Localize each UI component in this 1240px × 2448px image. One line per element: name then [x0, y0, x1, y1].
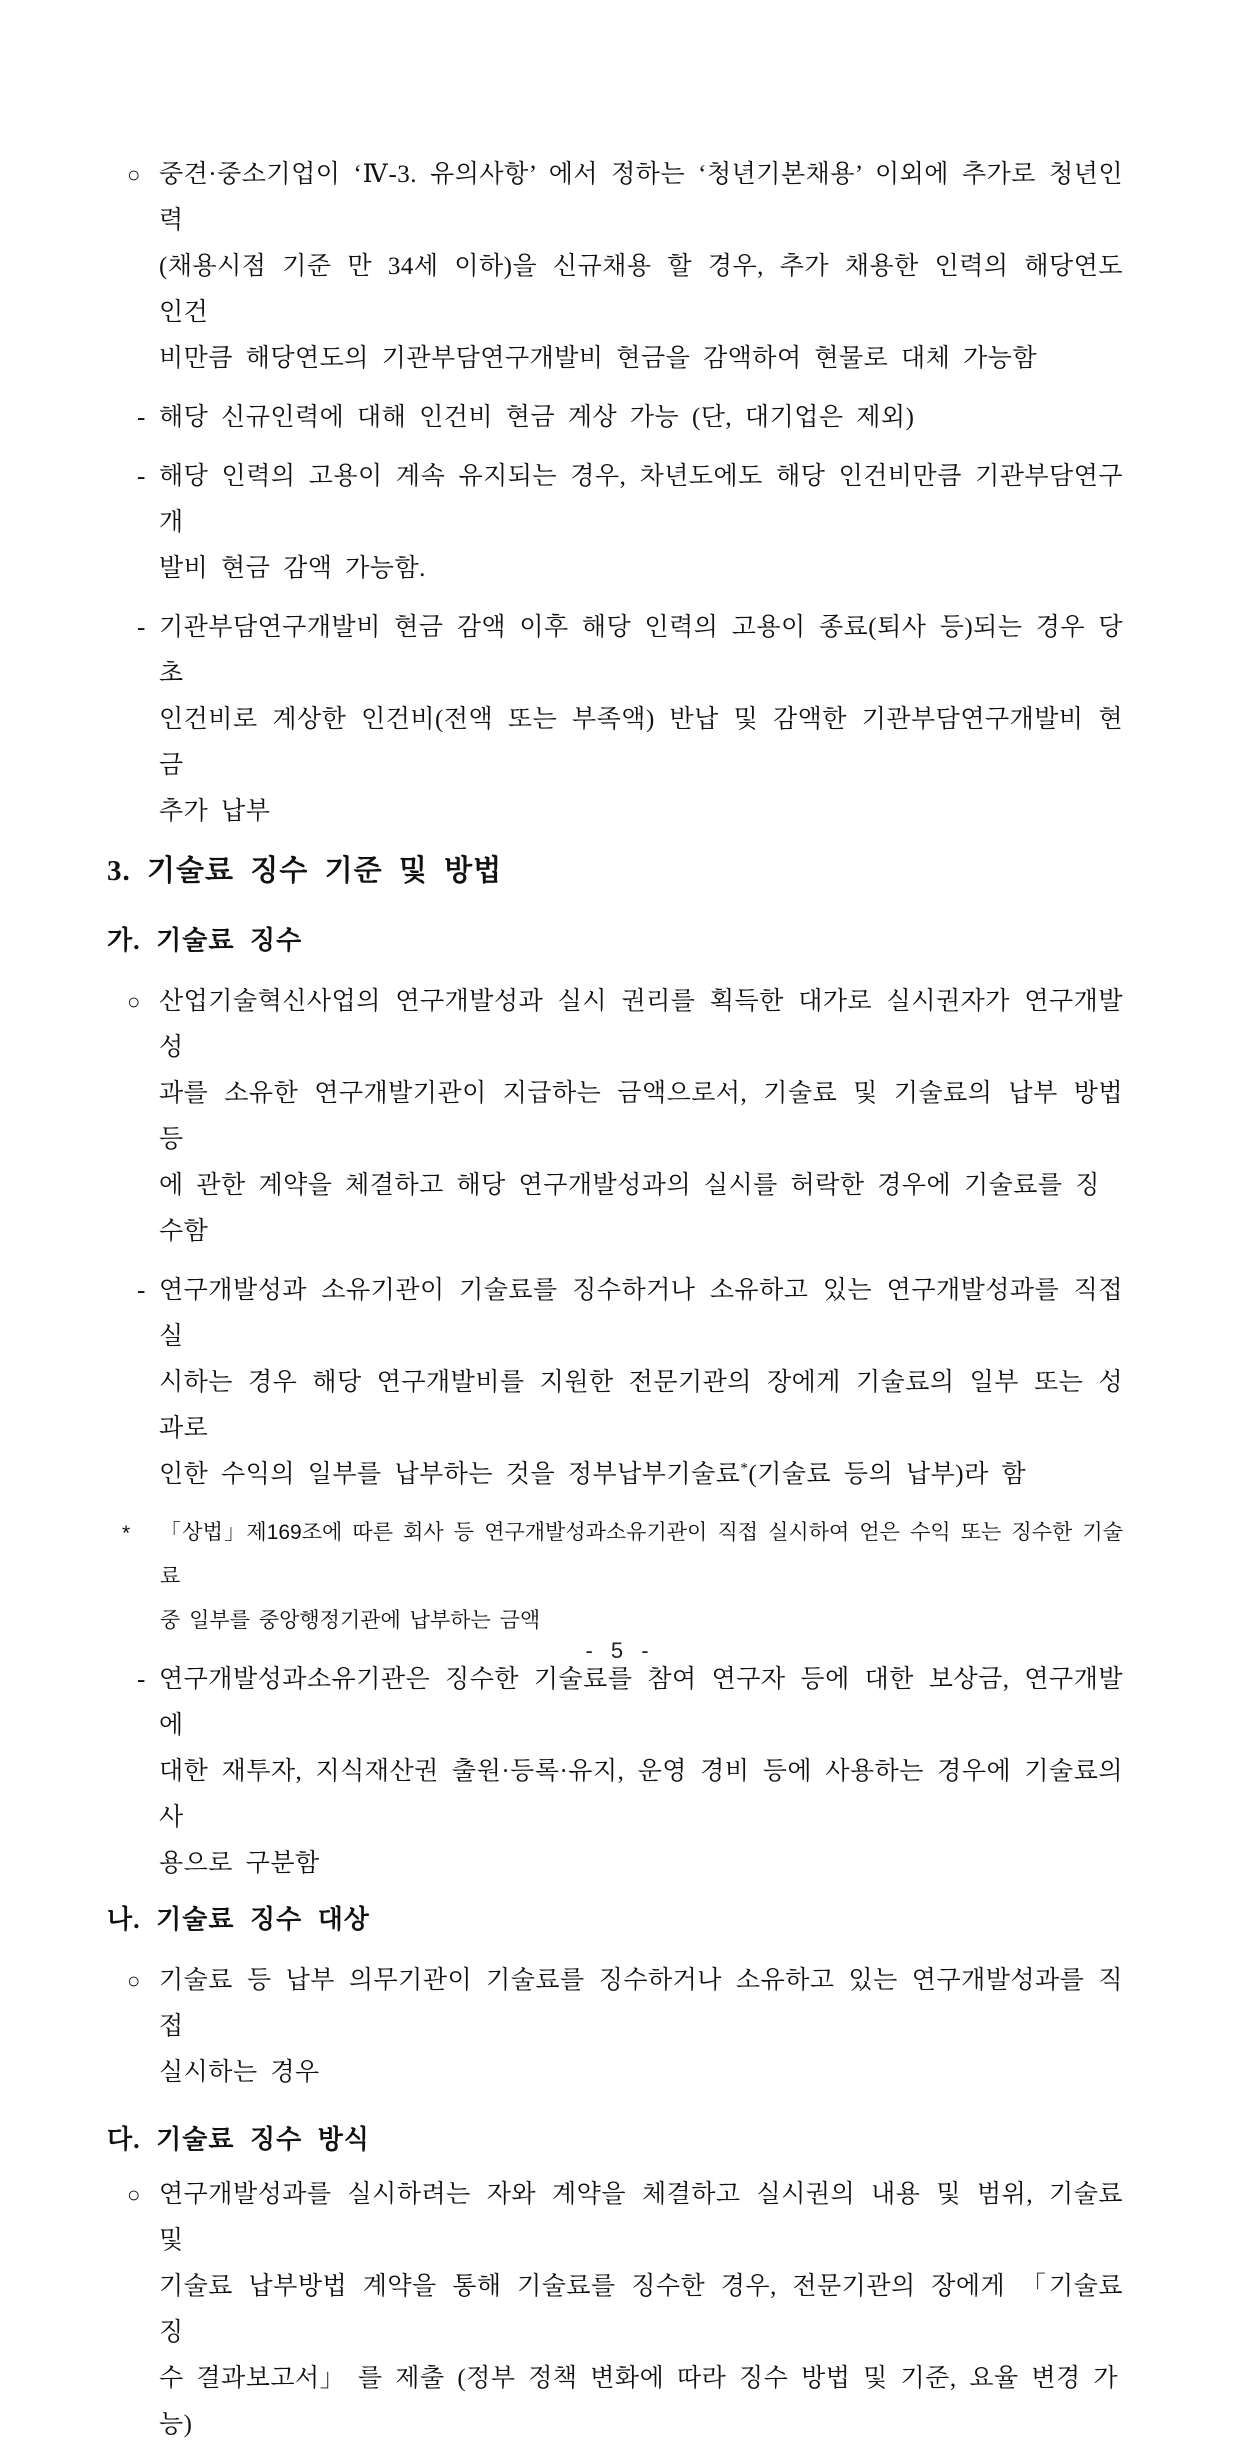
text-line: 중견·중소기업이 ‘Ⅳ-3. 유의사항’ 에서 정하는 ‘청년기본채용’ 이외에 추가로 청년인력 [159, 161, 1123, 234]
text-line: 해당 인력의 고용이 계속 유지되는 경우, 차년도에도 해당 인건비만큼 기관부담연구개 [159, 463, 1123, 536]
bullet-paragraph-collection-method [107, 2172, 1123, 2448]
circle-bullet-icon: ○ [127, 989, 141, 1014]
subsection-heading-na-collection-target: 나. 기술료 징수 대상 [107, 1905, 370, 1934]
footnote-commercial-act [122, 1511, 1123, 1643]
footnote-line: 「상법」제169조에 따른 회사 등 연구개발성과소유기관이 직접 실시하여 얻은 수익 또는 징수한 기술료 [160, 1521, 1123, 1588]
dash-paragraph-termination-refund [107, 605, 1123, 835]
bullet-paragraph-royalty-definition [107, 979, 1123, 1255]
bullet-paragraph-collection-target [107, 1958, 1123, 2096]
text-line: 발비 현금 감액 가능함. [159, 555, 426, 582]
dash-bullet-icon: - [137, 404, 146, 431]
dash-paragraph-personnel-cost [107, 395, 1123, 441]
bullet-paragraph-youth-hiring [107, 152, 1123, 382]
dash-bullet-icon: - [137, 614, 146, 641]
text-line: 시하는 경우 해당 연구개발비를 지원한 전문기관의 장에게 기술료의 일부 또는 성과로 [159, 1369, 1123, 1442]
text-line [159, 1452, 1123, 1498]
text-segment: 인한 수익의 일부를 납부하는 것을 정부납부기술료 [159, 1461, 741, 1488]
text-line: 연구개발성과소유기관은 징수한 기술료를 참여 연구자 등에 대한 보상금, 연구개발에 [159, 1666, 1123, 1739]
subsection-heading-da-collection-method: 다. 기술료 징수 방식 [107, 2125, 370, 2154]
footnote-reference-asterisk: * [740, 1460, 749, 1477]
text-line: 산업기술혁신사업의 연구개발성과 실시 권리를 획득한 대가로 실시권자가 연구개발성 [159, 988, 1123, 1061]
section-heading-royalty: 3. 기술료 징수 기준 및 방법 [107, 855, 503, 887]
text-line: 해당 신규인력에 대해 인건비 현금 계상 가능 (단, 대기업은 제외) [159, 404, 915, 431]
text-line: 과를 소유한 연구개발기관이 지급하는 금액으로서, 기술료 및 기술료의 납부 방법 등 [159, 1080, 1123, 1153]
dash-bullet-icon: - [137, 1666, 146, 1693]
footnote-line: 중 일부를 중앙행정기관에 납부하는 금액 [160, 1609, 541, 1632]
dash-paragraph-continued-employment [107, 454, 1123, 592]
text-line: 기술료 납부방법 계약을 통해 기술료를 징수한 경우, 전문기관의 장에게 「기술료 징 [159, 2273, 1123, 2346]
text-line: 기관부담연구개발비 현금 감액 이후 해당 인력의 고용이 종료(퇴사 등)되는 경우 당초 [159, 614, 1123, 687]
circle-bullet-icon: ○ [127, 1968, 141, 1993]
text-line: 에 관한 계약을 체결하고 해당 연구개발성과의 실시를 허락한 경우에 기술료를 징수함 [159, 1172, 1100, 1245]
text-segment: (기술료 등의 납부)라 함 [748, 1461, 1027, 1488]
text-line: 추가 납부 [159, 798, 271, 825]
text-line: 기술료 등 납부 의무기관이 기술료를 징수하거나 소유하고 있는 연구개발성과를 직접 [159, 1967, 1123, 2040]
circle-bullet-icon: ○ [127, 2182, 141, 2207]
text-line: 인건비로 계상한 인건비(전액 또는 부족액) 반납 및 감액한 기관부담연구개발비 현금 [159, 706, 1123, 779]
dash-bullet-icon: - [137, 1277, 146, 1304]
text-line: 용으로 구분함 [159, 1850, 320, 1877]
asterisk-marker-icon: * [122, 1522, 131, 1545]
dash-paragraph-direct-implementation [107, 1268, 1123, 1498]
page-number: - 5 - [585, 1638, 655, 1663]
text-line: 수 결과보고서」 를 제출 (정부 정책 변화에 따라 징수 방법 및 기준, 요율 변경 가능) [159, 2365, 1119, 2438]
dash-paragraph-royalty-usage [107, 1657, 1123, 1887]
text-line: 연구개발성과 소유기관이 기술료를 징수하거나 소유하고 있는 연구개발성과를 직접 실 [159, 1277, 1123, 1350]
text-line: 비만큼 해당연도의 기관부담연구개발비 현금을 감액하여 현물로 대체 가능함 [159, 345, 1038, 372]
text-line: 실시하는 경우 [159, 2059, 320, 2086]
circle-bullet-icon: ○ [127, 162, 141, 187]
subsection-heading-ga-royalty-collection: 가. 기술료 징수 [107, 926, 303, 955]
dash-bullet-icon: - [137, 463, 146, 490]
text-line: 대한 재투자, 지식재산권 출원·등록·유지, 운영 경비 등에 사용하는 경우에 기술료의 사 [159, 1758, 1123, 1831]
text-line: (채용시점 기준 만 34세 이하)을 신규채용 할 경우, 추가 채용한 인력의 해당연도 인건 [159, 253, 1123, 326]
text-line: 연구개발성과를 실시하려는 자와 계약을 체결하고 실시권의 내용 및 범위, 기술료 및 [159, 2181, 1123, 2254]
